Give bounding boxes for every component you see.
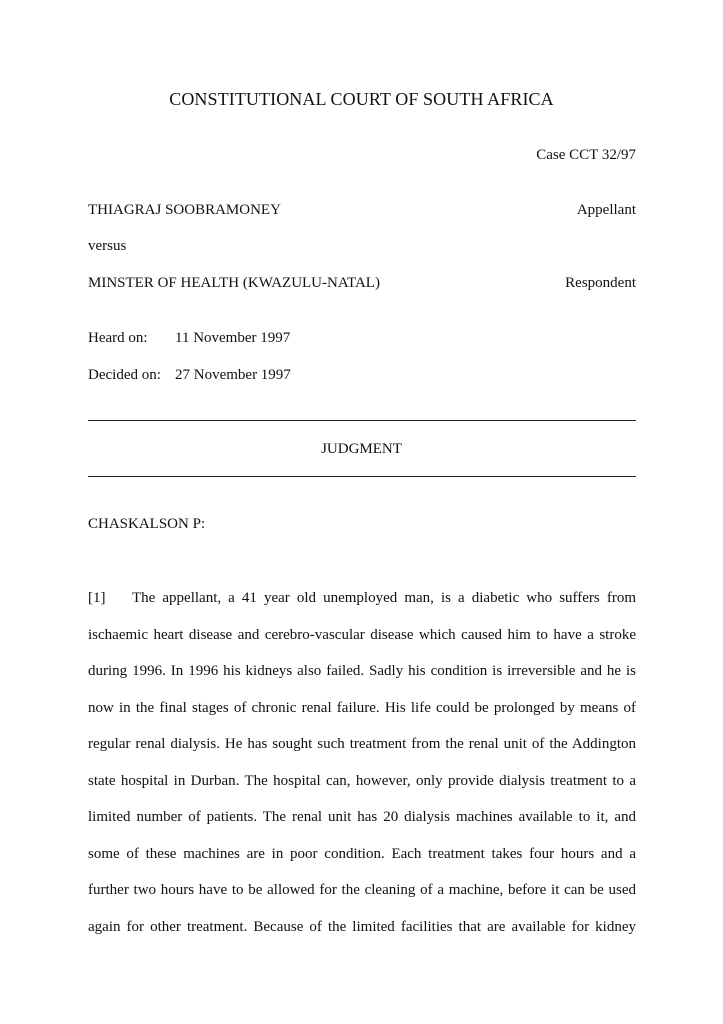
paragraph-line: ischaemic heart disease and cerebro-vascular disease which caused him to have a stroke	[88, 626, 636, 643]
paragraph-line: limited number of patients. The renal unit has 20 dialysis machines available to it, and	[88, 809, 636, 825]
case-number: Case CCT 32/97	[536, 147, 636, 163]
appellant-row	[88, 202, 636, 219]
paragraph-line	[88, 589, 636, 626]
paragraph-line: further two hours have to be allowed for the cleaning of a machine, before it can be used	[88, 882, 636, 898]
decided-on-row	[88, 367, 636, 384]
paragraph-line: regular renal dialysis. He has sought such treatment from the renal unit of the Addington	[88, 736, 636, 752]
divider-top	[88, 420, 636, 421]
respondent-row	[88, 275, 636, 292]
paragraph-line-text: The appellant, a 41 year old unemployed man, is a diabetic who suffers from	[132, 590, 636, 606]
judge-name: CHASKALSON P:	[88, 516, 206, 532]
paragraph-number: [1]	[88, 590, 106, 606]
appellant-role: Appellant	[576, 202, 636, 218]
paragraph-line: during 1996. In 1996 his kidneys also failed. Sadly his condition is irreversible and he is	[88, 663, 636, 679]
paragraph-line: some of these machines are in poor condition. Each treatment takes four hours and a	[88, 845, 636, 862]
heard-on-date: 11 November 1997	[175, 330, 291, 346]
judgment-heading: JUDGMENT	[321, 441, 402, 457]
versus-text: versus	[88, 238, 127, 254]
decided-on-label: Decided on:	[88, 367, 161, 383]
versus-row	[88, 238, 636, 255]
respondent-role: Respondent	[565, 275, 636, 291]
court-title: CONSTITUTIONAL COURT OF SOUTH AFRICA	[169, 89, 554, 109]
divider-bottom	[88, 476, 636, 477]
paragraph-line: state hospital in Durban. The hospital can, however, only provide dialysis treatment to a	[88, 772, 636, 789]
paragraph-line: now in the final stages of chronic renal failure. His life could be prolonged by means of	[88, 699, 636, 716]
heard-on-label: Heard on:	[88, 330, 148, 346]
decided-on-date: 27 November 1997	[175, 367, 291, 383]
respondent-name: MINSTER OF HEALTH (KWAZULU-NATAL)	[88, 275, 380, 291]
paragraph-line: again for other treatment. Because of the limited facilities that are available for kidney	[88, 918, 636, 935]
paragraph-1	[88, 589, 636, 954]
heard-on-row	[88, 330, 636, 347]
appellant-name: THIAGRAJ SOOBRAMONEY	[88, 202, 281, 218]
